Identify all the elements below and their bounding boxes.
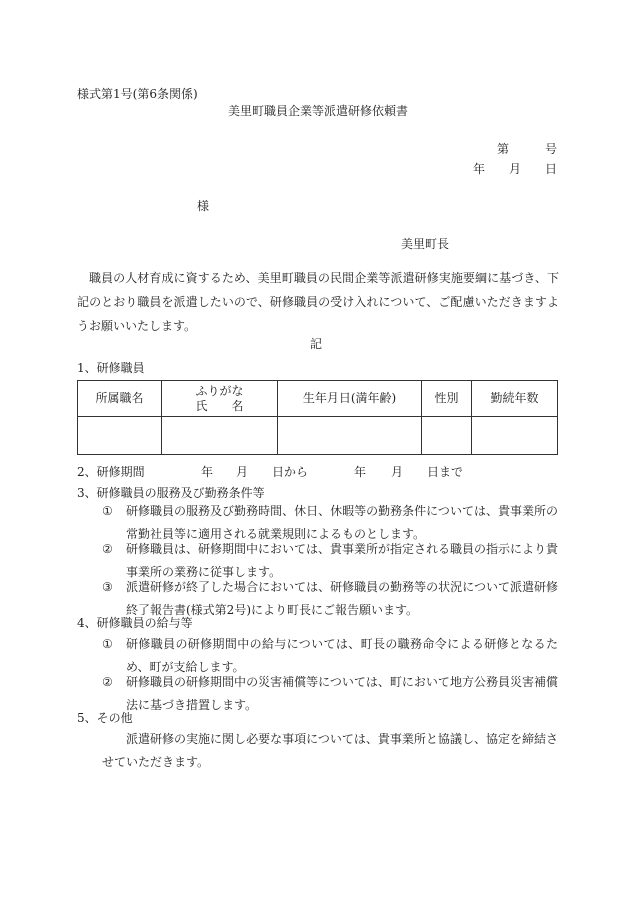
section3-item2-body: 研修職員は、研修期間中においては、貴事業所が指定される職員の指示により貴事業所の業務に従事します。 [126,542,559,579]
trainee-table [77,380,558,455]
doc-number-suffix: 号 [545,142,558,156]
period-day-to: 日まで [427,465,464,479]
period-month-end: 月 [391,465,404,479]
section5-heading: 5、その他 [77,711,133,725]
section3-item3-mark: ③ [102,580,113,594]
header-gender: 性別 [422,381,472,417]
section1-heading: 1、研修職員 [77,361,145,375]
section2-heading: 2、研修期間 [77,465,145,479]
section3-item1-mark: ① [102,504,113,518]
section4-item2-text [126,671,558,717]
trainee-table-header [78,381,558,417]
request-body: 職員の人材育成に資するため、美里町職員の民間企業等派遣研修実施要綱に基づき、下記のとおり職員を派遣したいので、研修職員の受け入れについて、ご配慮いただきますようお願いいたします。 [77,271,559,333]
section3-heading: 3、研修職員の服務及び勤務条件等 [77,486,265,500]
sender: 美里町長 [401,237,450,251]
cell-years[interactable] [472,417,558,455]
section4-item2-mark: ② [102,675,113,689]
document-title: 美里町職員企業等派遣研修依頼書 [228,104,409,118]
section3-item1-body: 研修職員の服務及び勤務時間、休日、休暇等の勤務条件については、貴事業所の常勤社員等に適用される就業規則によるものとします。 [126,504,558,541]
cell-affiliation[interactable] [78,417,162,455]
cell-name[interactable] [162,417,278,455]
header-furigana: ふりがな [195,383,244,398]
section4-item1-mark: ① [102,637,113,651]
cell-birthdate[interactable] [278,417,422,455]
addressee-suffix: 様 [197,199,210,213]
date-year: 年 [473,162,486,176]
header-years: 勤続年数 [472,381,558,417]
date-day: 日 [545,162,558,176]
header-name-label: 氏 名 [195,398,244,413]
doc-number-prefix: 第 [497,142,510,156]
period-month-start: 月 [236,465,249,479]
trainee-table-row [78,417,558,455]
ki-heading: 記 [310,337,323,351]
header-name [162,381,278,417]
header-affiliation: 所属職名 [78,381,162,417]
header-birthdate: 生年月日(満年齢) [278,381,422,417]
section5-text: 派遣研修の実施に関し必要な事項については、貴事業所と協議し、協定を締結させていただきます。 [102,732,558,769]
date-month: 月 [509,162,522,176]
section3-item2-mark: ② [102,542,113,556]
section4-heading: 4、研修職員の給与等 [77,616,193,630]
cell-gender[interactable] [422,417,472,455]
period-year-end: 年 [354,465,367,479]
section4-item1-body: 研修職員の研修期間中の給与については、町長の職務命令による研修となるため、町が支給します。 [126,637,558,674]
period-day-from: 日から [272,465,309,479]
period-year-start: 年 [201,465,214,479]
form-number: 様式第1号(第6条関係) [77,87,198,101]
section3-item3-body: 派遣研修が終了した場合においては、研修職員の勤務等の状況について派遣研修終了報告書(様式第2号)により町長にご報告願います。 [126,580,558,617]
section4-item2-body: 研修職員の研修期間中の災害補償等については、町において地方公務員災害補償法に基づき措置します。 [126,675,558,712]
